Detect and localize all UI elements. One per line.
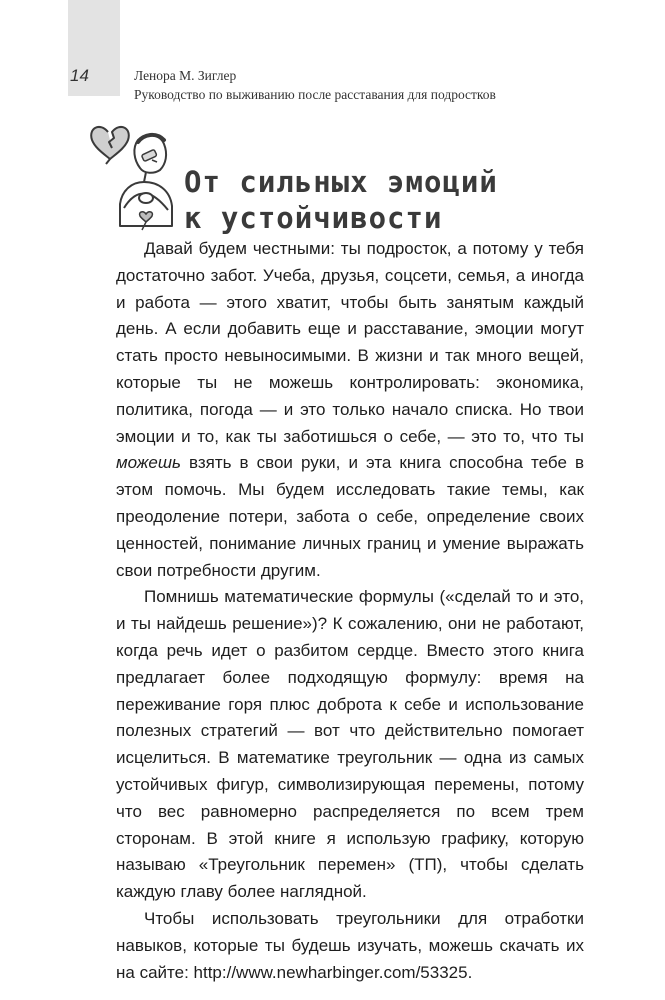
paragraph-1-part-b: взять в свои руки, и эта книга способна тебе в этом помочь. Мы будем исследовать такие темы, как преодоление потери, забота о себе, определение своих ценностей, понимание личных границ и умение выражать свои потребности другим. (116, 453, 584, 580)
chapter-title-line2: к устойчивости (184, 201, 443, 235)
page-number: 14 (70, 66, 89, 85)
chapter-title (184, 164, 498, 236)
book-title: Руководство по выживанию после расставания для подростков (134, 87, 496, 102)
running-header (134, 66, 496, 104)
paragraph-1 (116, 236, 584, 584)
paragraph-1-part-a: Давай будем честными: ты подросток, а потому у тебя достаточно забот. Учеба, друзья, соцсети, семья, а иногда и работа — этого хватит, чтобы быть занятым каждый день. А если добавить еще и расставание, эмоции могут стать просто невыносимыми. В жизни и так много вещей, которые ты не можешь контролировать: экономика, политика, погода — и это только начало списка. Но твои эмоции и то, как ты заботишься о себе, — это то, что ты (116, 239, 584, 446)
paragraph-2: Помнишь математические формулы («сделай то и это, и ты найдешь решение»)? К сожалению, они не работают, когда речь идет о разбитом сердце. Вместо этого книга предлагает более подходящую формулу: время на переживание горя плюс доброта к себе и использование полезных стратегий — вот что действительно помогает исцелиться. В математике треугольник — одна из самых устойчивых фигур, символизирующая перемены, потому что вес равномерно распределяется по всем трем сторонам. В этой книге я использую графику, которую называю «Треугольник перемен» (ТП), чтобы сделать каждую главу более наглядной. (116, 587, 584, 902)
paragraph-3: Чтобы использовать треугольники для отработки навыков, которые ты будешь изучать, можешь скачать их на сайте: http://www.newharbinger.com/53325. (116, 908, 584, 982)
chapter-title-line1: От сильных эмоций (184, 165, 498, 199)
emphasis-word: можешь (116, 453, 181, 473)
body-text (116, 236, 584, 986)
author-name: Ленора М. Зиглер (134, 68, 237, 83)
heartbroken-person-icon (86, 118, 186, 236)
